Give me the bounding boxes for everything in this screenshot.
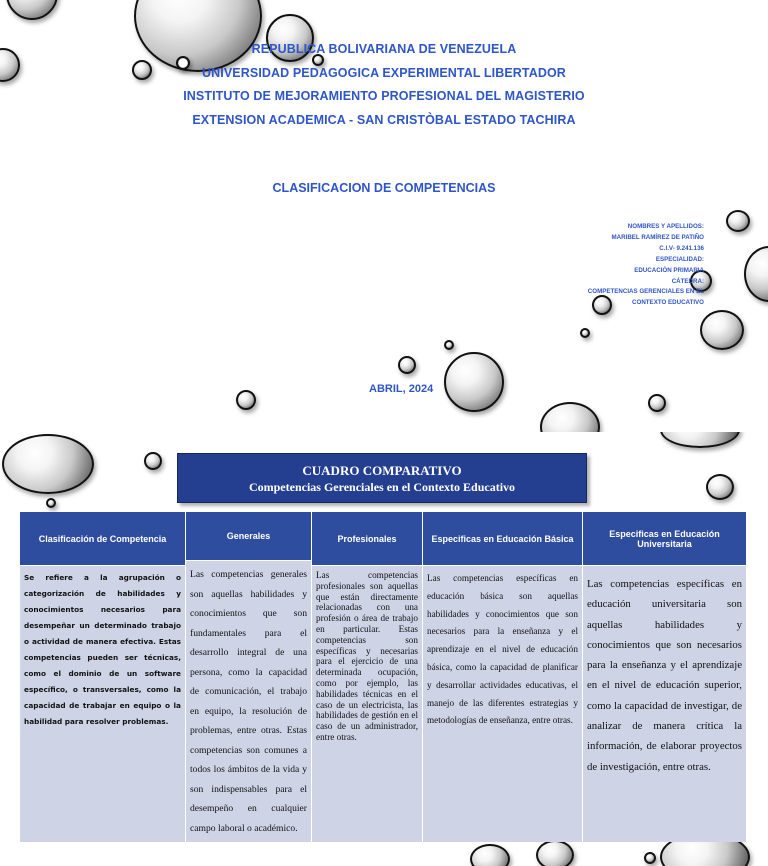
table-cell: Las competencias profesionales son aquellas que están directamente relacionadas con una profesión o área de trabajo en particular. Estas competencias son específicas y necesarias para el ejercicio de una determinada ocupación, como por ejemplo, las habilidades técnicas en el caso de un electricista, las habilidades de gestión en el caso de un administrador, entre otras. (312, 566, 422, 842)
column-header: Profesionales (312, 512, 422, 566)
column-header: Especificas en Educación Básica (423, 512, 582, 566)
water-drop-icon (144, 452, 162, 470)
water-drop-icon (536, 840, 574, 866)
comparison-title: CUADRO COMPARATIVO (302, 463, 462, 478)
document-title: CLASIFICACION DE COMPETENCIAS (272, 181, 496, 195)
info-line: NOMBRES Y APELLIDOS: (627, 223, 704, 230)
header-line-4: EXTENSION ACADEMICA - SAN CRISTÒBAL ESTADO TACHIRA (192, 113, 576, 127)
water-drop-icon (706, 474, 734, 500)
header-line-3: INSTITUTO DE MEJORAMIENTO PROFESIONAL DEL MAGISTERIO (183, 89, 585, 103)
comparison-table (20, 512, 746, 842)
table-column (423, 512, 583, 842)
column-header: Clasificación de Competencia (20, 512, 185, 566)
water-drop-icon (648, 394, 666, 412)
comparison-page (0, 432, 768, 866)
water-drop-icon (700, 310, 744, 350)
info-line: CONTEXTO EDUCATIVO (632, 299, 704, 307)
header-line-2: UNIVERSIDAD PEDAGOGICA EXPERIMENTAL LIBERTADOR (202, 66, 566, 80)
table-cell: Se refiere a la agrupación o categorización de habilidades y conocimientos necesarios para desempeñar un determinado trabajo o actividad de manera efectiva. Estas competencias pueden ser técnicas, como el dominio de un software específico, o transversales, como la capacidad de trabajar en equipo o la habilidad para resolver problemas. (20, 566, 185, 842)
water-drop-icon (2, 434, 94, 494)
water-drop-icon (660, 432, 740, 448)
author-info (588, 222, 704, 309)
water-drop-icon (444, 340, 454, 350)
info-line: COMPETENCIAS GERENCIALES EN EL (587, 288, 704, 296)
water-drop-icon (470, 844, 510, 866)
water-drop-icon (744, 246, 768, 302)
water-drop-icon (540, 402, 600, 432)
table-column (186, 512, 312, 842)
comparison-title-box (177, 453, 587, 503)
table-cell: Las competencias específicas en educación básica son aquellas habilidades y conocimientos que son necesarios para la enseñanza y el aprendizaje en el nivel de educación básica, como la capacidad de planificar y desarrollar actividades educativas, el manejo de las diferentes estrategias y metodologías de enseñanza, entre otras. (423, 566, 582, 842)
table-column (583, 512, 746, 842)
water-drop-icon (46, 498, 56, 508)
water-drop-icon (726, 210, 750, 232)
column-header: Especificas en Educación Universitaria (583, 512, 746, 566)
info-line: EDUCACIÓN PRIMARIA (634, 266, 704, 274)
header-line-1: REPUBLICA BOLIVARIANA DE VENEZUELA (251, 42, 517, 56)
water-drop-icon (444, 352, 504, 412)
cover-page (0, 0, 768, 432)
water-drop-icon (134, 0, 262, 72)
table-cell: Las competencias generales son aquellas habilidades y conocimientos que son fundamentales para el desarrollo integral de una persona, como la capacidad de comunicación, el trabajo en equipo, la resolución de problemas, entre otras. Estas competencias son comunes a todos los ámbitos de la vida y son indispensables para el desempeño en cualquier campo laboral o académico. (186, 561, 311, 842)
info-line: C.I.V- 9.241.136 (659, 244, 704, 252)
info-line: ESPECIALIDAD: (655, 255, 704, 263)
table-cell: Las competencias específicas en educación universitaria son aquellas habilidades y conocimientos que son necesarios para la enseñanza y el aprendizaje en el nivel de educación superior, como la capacidad de investigar, de analizar de manera crítica la información, de elaborar proyectos de investigación, entre otras. (583, 566, 746, 842)
table-column (20, 512, 186, 842)
comparison-subtitle: Competencias Gerenciales en el Contexto Educativo (248, 480, 516, 494)
water-drop-icon (644, 852, 656, 864)
water-drop-icon (236, 390, 256, 410)
date: ABRIL, 2024 (369, 383, 434, 395)
water-drop-icon (6, 0, 58, 20)
water-drop-icon (580, 328, 590, 338)
info-line: MARIBEL RAMÍREZ DE PATIÑO (611, 233, 704, 241)
water-drop-icon (398, 356, 416, 374)
info-line: CÁTEDRA: (671, 277, 704, 285)
column-header: Generales (186, 512, 311, 561)
table-column (312, 512, 423, 842)
